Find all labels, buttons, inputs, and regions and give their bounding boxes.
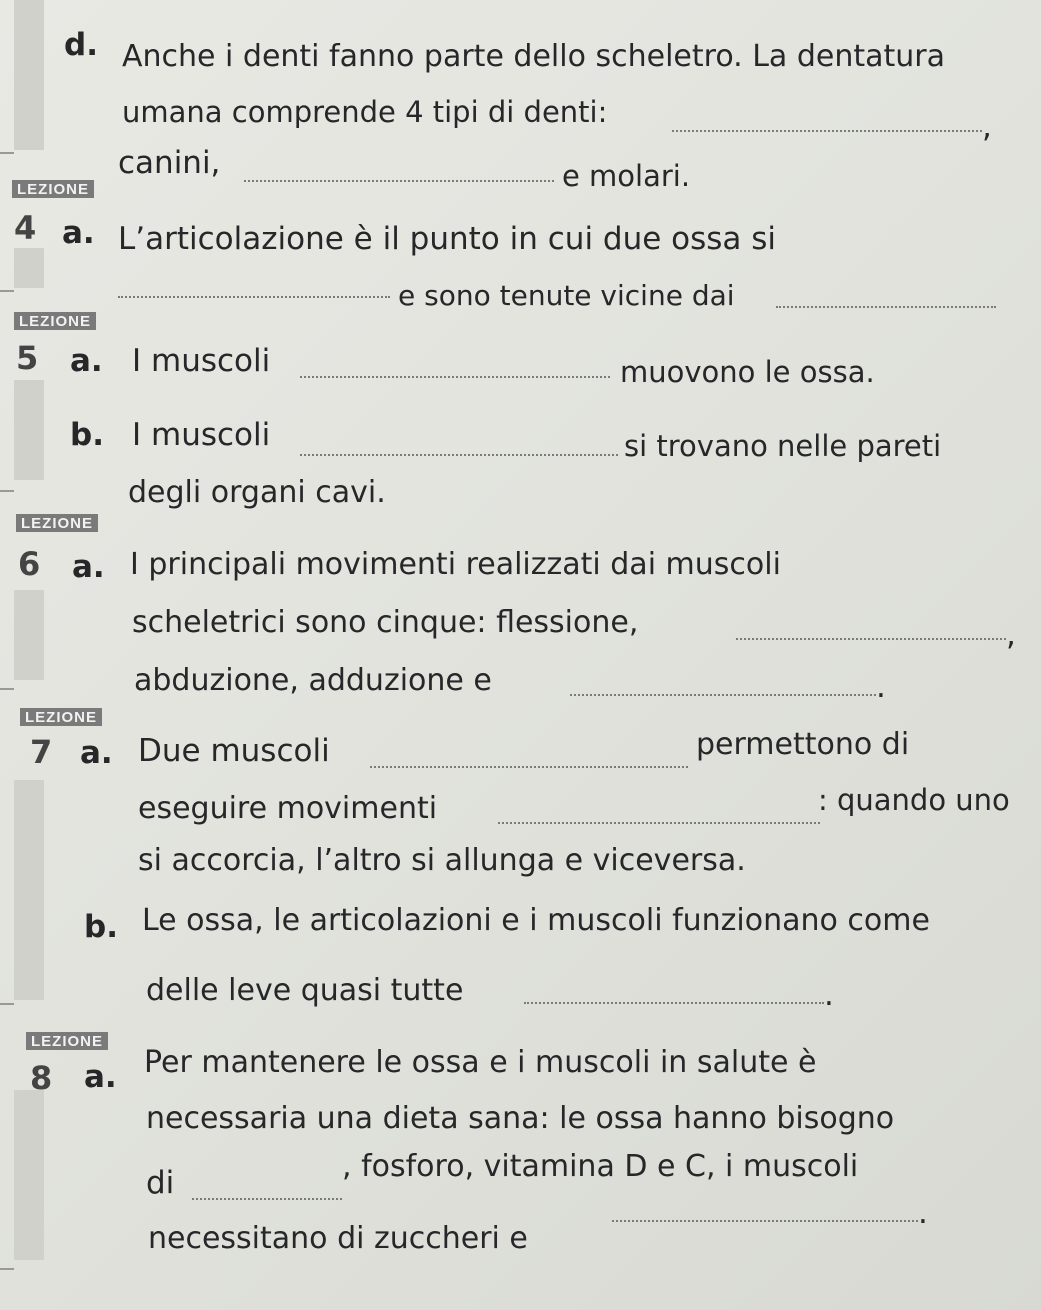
- item-letter-a: a.: [80, 735, 113, 771]
- d-line-3a: canini,: [118, 145, 221, 181]
- q7-b-text-2: delle leve quasi tutte: [146, 973, 464, 1008]
- margin-rule: [0, 490, 14, 492]
- q8-line-2: necessaria una dieta sana: le ossa hanno bisogno: [146, 1101, 895, 1136]
- q8-line-3b: , fosforo, vitamina D e C, i muscoli: [342, 1149, 859, 1184]
- item-letter-a: a.: [70, 343, 103, 379]
- q5-b-text-3: degli organi cavi.: [128, 475, 386, 510]
- lesson-badge: LEZIONE: [20, 708, 102, 726]
- lesson-badge: LEZIONE: [12, 180, 94, 198]
- answer-blank[interactable]: [612, 1220, 918, 1222]
- q8-line-3a: di: [146, 1165, 175, 1201]
- item-letter-a: a.: [72, 549, 105, 585]
- lesson-number-8: 8: [30, 1059, 53, 1097]
- lesson-number-4: 4: [14, 209, 37, 247]
- q5-b-text-1: I muscoli: [132, 417, 271, 453]
- margin-rule: [0, 1003, 14, 1005]
- q6-line-2-end: ,: [1006, 617, 1016, 653]
- margin-box: [14, 380, 44, 480]
- lesson-number-6: 6: [18, 545, 41, 583]
- q8-line-4-end: .: [918, 1195, 928, 1231]
- answer-blank[interactable]: [570, 694, 876, 696]
- q6-line-3-end: .: [876, 669, 886, 705]
- q4-line-2: e sono tenute vicine dai: [398, 279, 735, 312]
- answer-blank[interactable]: [524, 1002, 824, 1004]
- answer-blank[interactable]: [300, 454, 618, 456]
- answer-blank[interactable]: [300, 376, 610, 378]
- item-letter-a: a.: [62, 215, 95, 251]
- answer-blank[interactable]: [498, 822, 820, 824]
- answer-blank[interactable]: [118, 296, 390, 298]
- answer-blank[interactable]: [672, 130, 982, 132]
- q8-line-1: Per mantenere le ossa e i muscoli in salute è: [144, 1045, 817, 1080]
- margin-rule: [0, 688, 14, 690]
- q7-a-text-2: permettono di: [696, 727, 910, 762]
- item-letter-b: b.: [70, 417, 104, 453]
- margin-box: [14, 590, 44, 680]
- margin-rule: [0, 1268, 14, 1270]
- d-line-2: umana comprende 4 tipi di denti:: [122, 95, 608, 129]
- item-letter-b: b.: [84, 909, 118, 945]
- q7-a-text-4: : quando uno: [818, 783, 1010, 817]
- lesson-number-5: 5: [16, 339, 39, 377]
- q7-a-text-5: si accorcia, l’altro si allunga e viceversa.: [138, 843, 746, 878]
- margin-box: [14, 1090, 44, 1260]
- answer-blank[interactable]: [244, 180, 554, 182]
- q5-b-text-2: si trovano nelle pareti: [624, 429, 942, 463]
- margin-box: [14, 248, 44, 288]
- q5-a-text-1: I muscoli: [132, 343, 271, 379]
- q4-line-1: L’articolazione è il punto in cui due ossa si: [118, 221, 777, 257]
- q7-a-text-1: Due muscoli: [138, 733, 330, 769]
- q7-b-end: .: [824, 977, 834, 1013]
- item-letter-a: a.: [84, 1059, 117, 1095]
- q6-line-1: I principali movimenti realizzati dai muscoli: [130, 547, 781, 582]
- margin-box: [14, 780, 44, 1000]
- q5-a-text-2: muovono le ossa.: [620, 355, 875, 389]
- d-line-2-end: ,: [982, 109, 992, 145]
- answer-blank[interactable]: [192, 1198, 342, 1200]
- margin-box: [14, 0, 44, 150]
- item-letter-d: d.: [64, 27, 98, 63]
- q7-b-text-1: Le ossa, le articolazioni e i muscoli funzionano come: [142, 903, 930, 938]
- lesson-badge: LEZIONE: [14, 312, 96, 330]
- answer-blank[interactable]: [736, 638, 1006, 640]
- margin-rule: [0, 290, 14, 292]
- d-line-3b: e molari.: [562, 159, 691, 193]
- q7-a-text-3: eseguire movimenti: [138, 791, 438, 826]
- d-line-1: Anche i denti fanno parte dello scheletro. La dentatura: [122, 39, 946, 74]
- answer-blank[interactable]: [370, 766, 688, 768]
- lesson-badge: LEZIONE: [16, 514, 98, 532]
- answer-blank[interactable]: [776, 306, 996, 308]
- margin-rule: [0, 152, 14, 154]
- q6-line-2: scheletrici sono cinque: flessione,: [132, 605, 639, 640]
- lesson-number-7: 7: [30, 733, 53, 771]
- q6-line-3: abduzione, adduzione e: [134, 663, 492, 698]
- q8-line-4: necessitano di zuccheri e: [148, 1221, 528, 1256]
- lesson-badge: LEZIONE: [26, 1032, 108, 1050]
